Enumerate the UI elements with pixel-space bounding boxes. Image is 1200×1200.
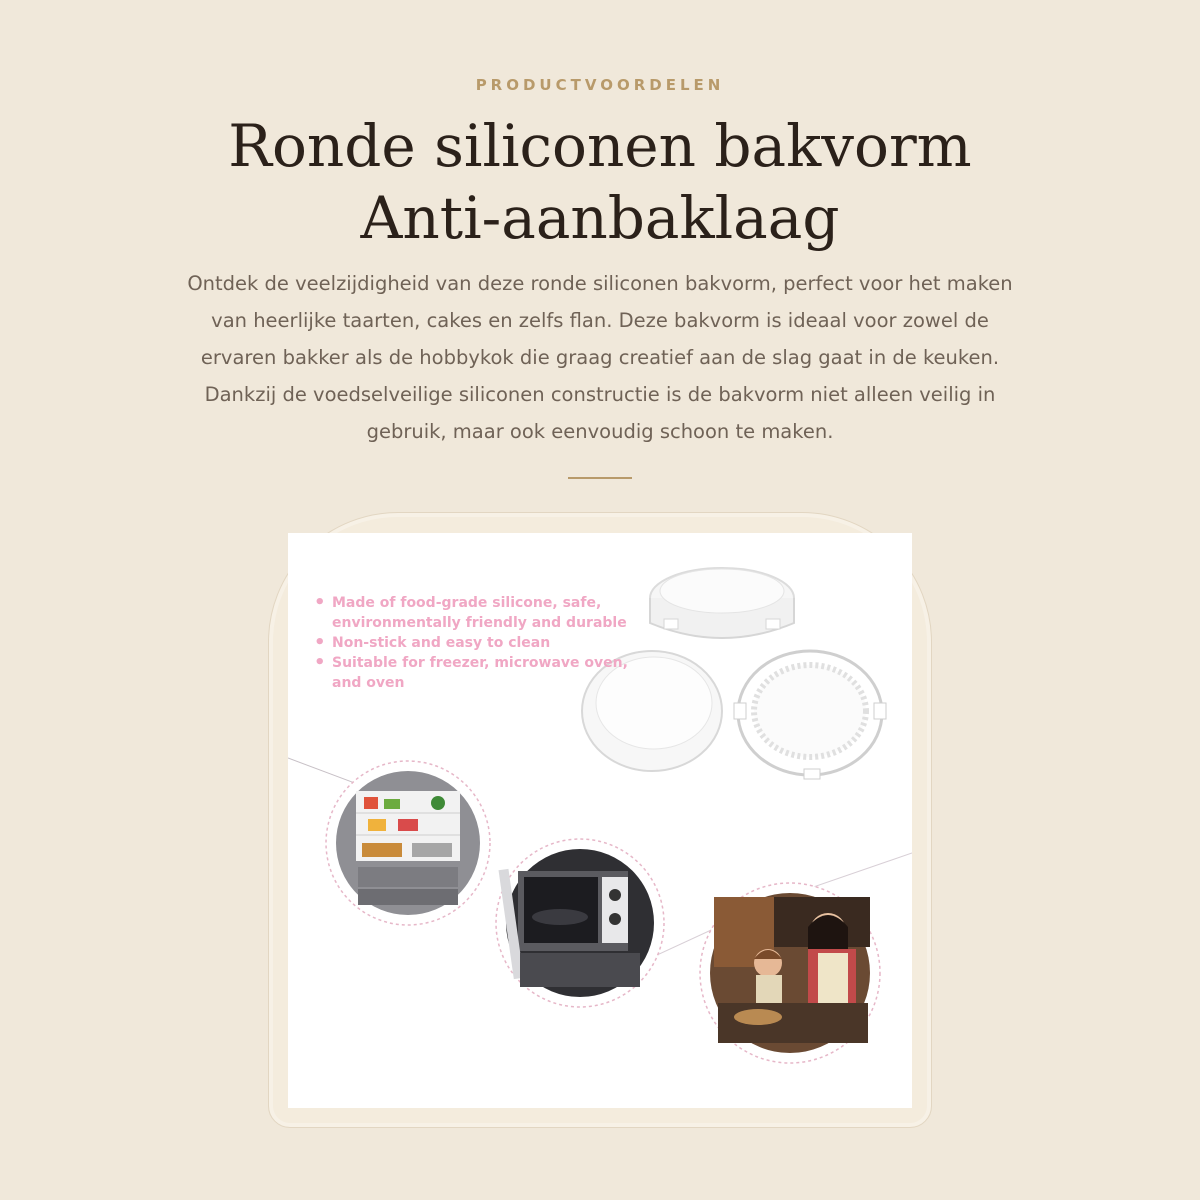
feature-item: • Made of food-grade silicone, safe, environmentally friendly and durable (312, 593, 662, 633)
microwave-photo (496, 839, 664, 1007)
divider (568, 477, 632, 479)
mold-stacked-photo (650, 568, 794, 638)
product-image (288, 533, 912, 1108)
section-eyebrow: PRODUCTVOORDELEN (475, 76, 725, 94)
feature-list (312, 593, 662, 693)
fridge-photo (326, 761, 490, 925)
title-line-2: Anti-aanbaklaag (360, 184, 840, 252)
mold-ring-photo (734, 651, 886, 779)
kitchen-baking-photo (700, 883, 880, 1063)
page-title (100, 110, 1100, 254)
title-line-1: Ronde siliconen bakvorm (228, 112, 972, 180)
feature-item: • Suitable for freezer, microwave oven, and oven (312, 653, 662, 693)
product-description: Ontdek de veelzijdigheid van deze ronde siliconen bakvorm, perfect voor het maken van heerlijke taarten, cakes en zelfs flan. Deze bakvorm is ideaal voor zowel de ervaren bakker als de hobbykok die graag creatief aan de slag gaat in de keuken. Dankzij de voedselveilige siliconen constructie is de bakvorm niet alleen veilig in gebruik, maar ook eenvoudig schoon te maken. (187, 272, 1013, 443)
feature-item: • Non-stick and easy to clean (312, 633, 662, 653)
